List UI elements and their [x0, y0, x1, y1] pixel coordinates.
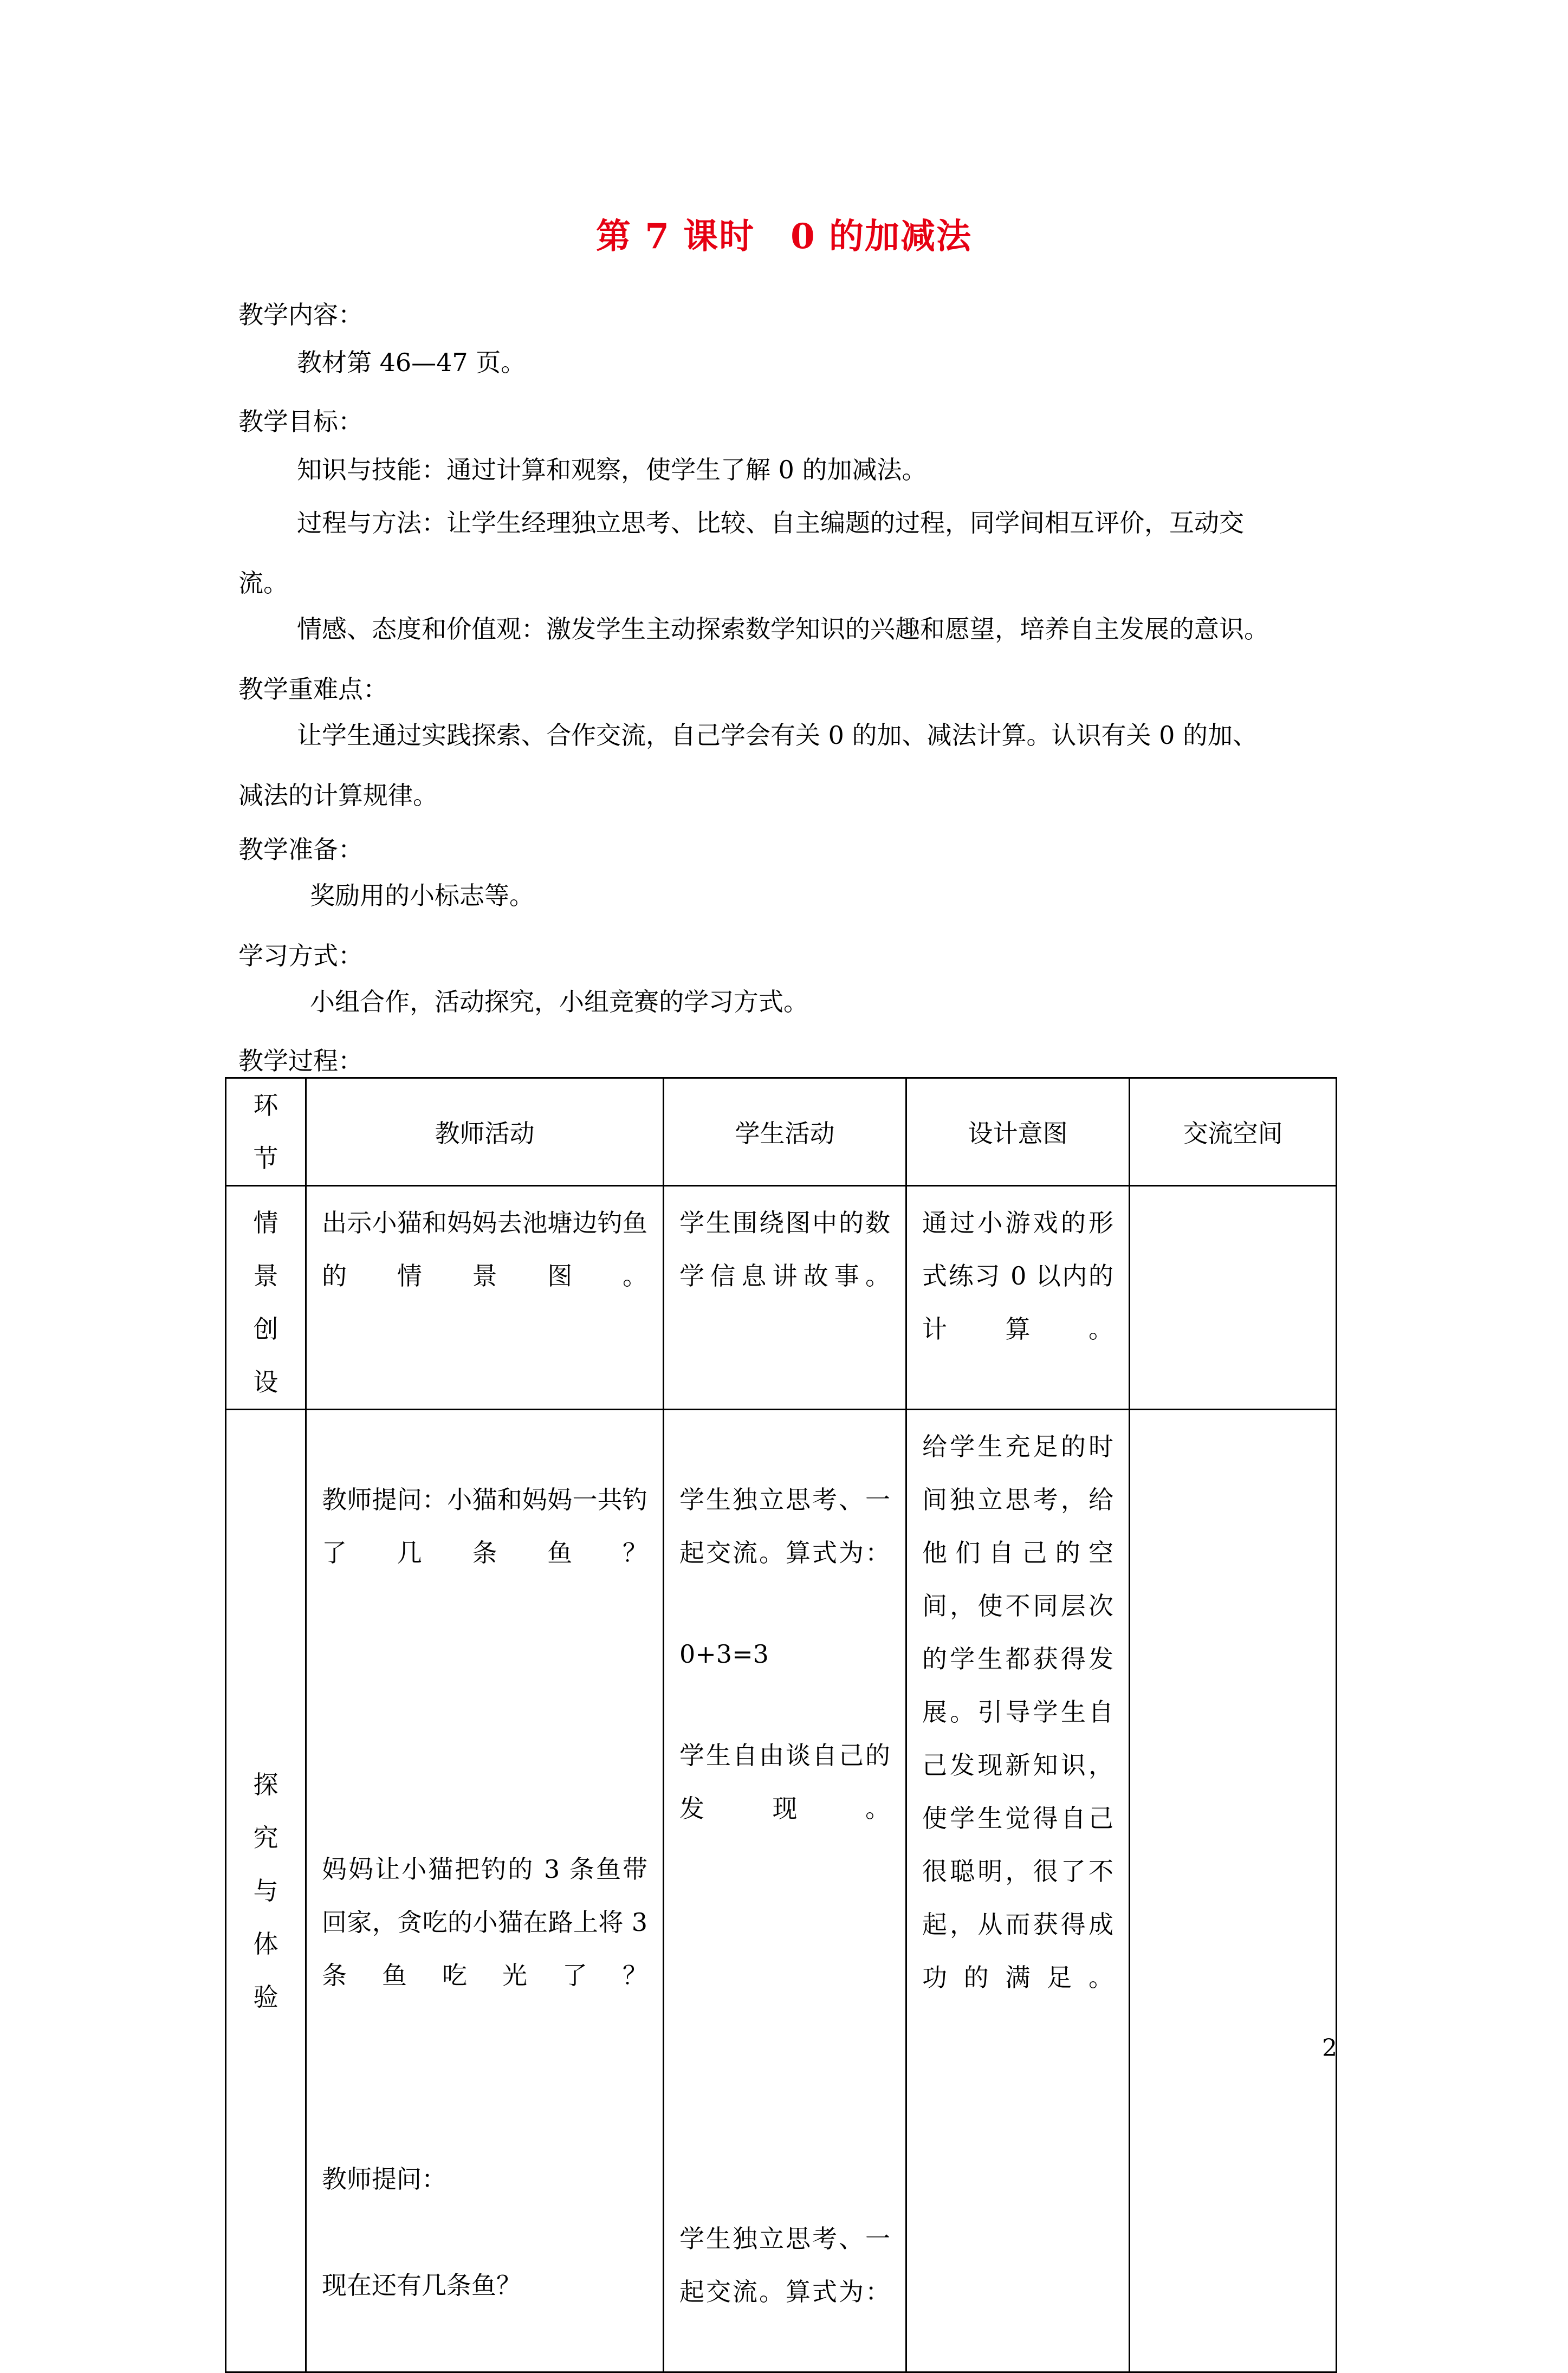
header-student: 学生活动: [664, 1078, 906, 1186]
method-heading: 学习方式：: [238, 941, 363, 970]
header-exchange: 交流空间: [1130, 1078, 1337, 1186]
row1-stage: 情 景 创 设: [253, 1208, 278, 1397]
header-stage: 环 节: [226, 1078, 306, 1186]
goal-knowledge: 知识与技能：通过计算和观察，使学生了解 0 的加减法。: [297, 455, 927, 484]
row2-student-cell: [664, 1410, 906, 2372]
row2-teacher-q1: 教师提问：小猫和妈妈一共钓了几条鱼？: [322, 1485, 647, 1567]
spacer: [322, 1632, 647, 1790]
row2-student-formula: 0+3=3: [679, 1639, 769, 1669]
prep-text: 奖励用的小标志等。: [310, 881, 534, 910]
row1-exchange-cell: [1130, 1186, 1337, 1410]
row2-design: 给学生充足的时间独立思考，给他们自己的空间，使不同层次的学生都获得发展。引导学生自己发现新知识，使学生觉得自己很聪明，很了不起，从而获得成功的满足。: [922, 1432, 1113, 1992]
row2-exchange-cell: [1130, 1410, 1337, 2372]
row2-teacher-q2b: 现在还有几条鱼？: [322, 2271, 521, 2300]
spacer: [322, 2055, 647, 2099]
method-text: 小组合作，活动探究，小组竞赛的学习方式。: [310, 987, 808, 1016]
row1-student-cell: [664, 1186, 906, 1410]
table-row: [226, 1410, 1337, 2372]
page-number: 2: [1322, 2034, 1337, 2062]
row2-teacher-cell: [306, 1410, 664, 2372]
page-title: 第 7 课时 0 的加减法: [596, 216, 972, 257]
process-heading: 教学过程：: [238, 1046, 363, 1075]
key-text-cont: 减法的计算规律。: [238, 781, 438, 810]
row1-design: 通过小游戏的形式练习 0 以内的计算。: [922, 1208, 1113, 1344]
row1-stage-cell: [226, 1186, 306, 1410]
row2-exchange: [1130, 1410, 1336, 1420]
spacer: [679, 1888, 890, 2159]
goal-process-cont: 流。: [238, 568, 288, 598]
key-heading: 教学重难点：: [238, 675, 388, 704]
row2-stage-cell: [226, 1410, 306, 2372]
row1-exchange: [1130, 1186, 1336, 1196]
header-design: 设计意图: [906, 1078, 1130, 1186]
row2-student-3: 学生独立思考、一起交流。算式为：: [679, 2224, 890, 2306]
goal-emotion: 情感、态度和价值观：激发学生主动探索数学知识的兴趣和愿望，培养自主发展的意识。: [297, 614, 1269, 644]
header-teacher: 教师活动: [306, 1078, 664, 1186]
row2-design-cell: [906, 1410, 1130, 2372]
row2-teacher-story: 妈妈让小猫把钓的 3 条鱼带回家，贪吃的小猫在路上将 3 条鱼吃光了？: [322, 1855, 647, 1990]
content-text: 教材第 46—47 页。: [297, 348, 526, 377]
goals-heading: 教学目标：: [238, 407, 363, 436]
row1-design-cell: [906, 1186, 1130, 1410]
row2-student-1: 学生独立思考、一起交流。算式为：: [679, 1485, 890, 1567]
row2-student-block: [664, 1410, 905, 2371]
table-header-row: [226, 1078, 1337, 1186]
row2-teacher-q2: 教师提问：: [322, 2164, 446, 2194]
row2-student-2: 学生自由谈自己的发现。: [679, 1741, 890, 1823]
key-text: 让学生通过实践探索、合作交流，自己学会有关 0 的加、减法计算。认识有关 0 的加、: [297, 721, 1258, 750]
process-table: [225, 1077, 1337, 2373]
row2-teacher-block: [307, 1410, 663, 2365]
row1-teacher: 出示小猫和妈妈去池塘边钓鱼的情景图。: [322, 1208, 647, 1291]
prep-heading: 教学准备：: [238, 835, 363, 864]
table-row: [226, 1186, 1337, 1410]
row2-stage: 探 究 与 体 验: [253, 1770, 278, 2012]
row1-teacher-cell: [306, 1186, 664, 1410]
content-heading: 教学内容：: [238, 300, 363, 329]
goal-process: 过程与方法：让学生经理独立思考、比较、自主编题的过程，同学间相互评价，互动交: [297, 508, 1244, 537]
row1-student: 学生围绕图中的数学信息讲故事。: [679, 1208, 890, 1291]
